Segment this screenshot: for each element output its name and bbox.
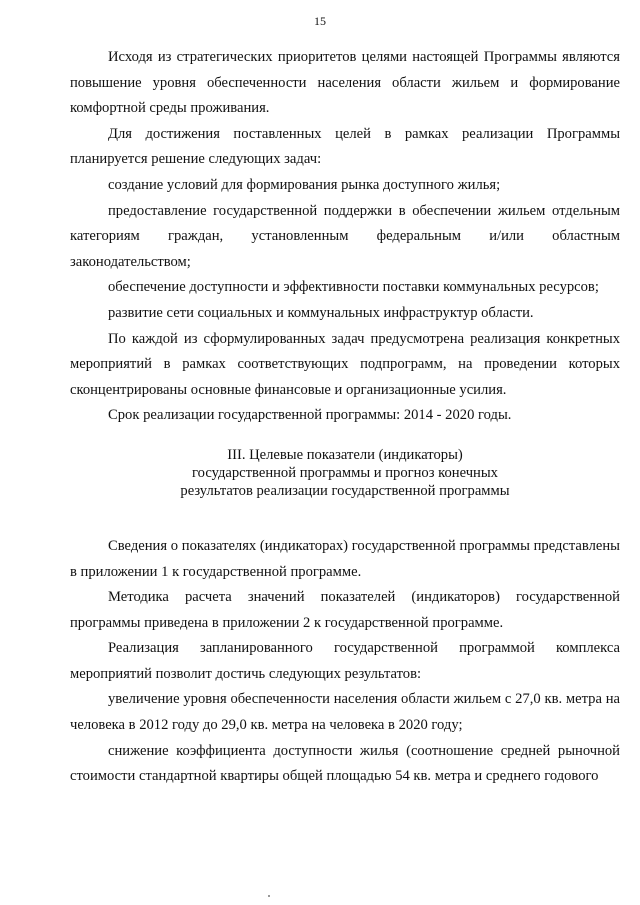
list-item-result-1: увеличение уровня обеспеченности населения области жильем с 27,0 кв. метра на человека в 2012 году до 29,0 кв. метра на человека в 2020 году; (70, 691, 620, 734)
section-heading-line-3: результатов реализации государственной программы (180, 482, 510, 499)
section-heading-line-2: государственной программы и прогноз конечных (192, 464, 498, 481)
page-number: 15 (314, 14, 326, 28)
paragraph-goals: Исходя из стратегических приоритетов целями настоящей Программы являются повышение уровня обеспеченности населения области жильем и формирование комфортной среды проживания. (70, 49, 620, 117)
list-item-task-4: развитие сети социальных и коммунальных инфраструктур области. (108, 304, 534, 321)
paragraph-tasks-intro: Для достижения поставленных целей в рамках реализации Программы планируется решение следующих задач: (70, 125, 620, 168)
list-item-task-1: создание условий для формирования рынка доступного жилья; (108, 176, 501, 193)
paragraph-term: Срок реализации государственной программы: 2014 - 2020 годы. (108, 407, 512, 424)
scan-speck (268, 895, 270, 897)
section-heading-line-1: III. Целевые показатели (индикаторы) (227, 446, 463, 463)
list-item-task-2: предоставление государственной поддержки в обеспечении жильем отдельным категориям граждан, установленным федеральным и/или областным законодательством; (70, 202, 620, 270)
paragraph-measures: По каждой из сформулированных задач предусмотрена реализация конкретных мероприятий в рамках соответствующих подпрограмм, на проведении которых сконцентрированы основные финансовые и организационные усилия. (70, 330, 620, 398)
list-item-result-2: снижение коэффициента доступности жилья (соотношение средней рыночной стоимости стандартной квартиры общей площадью 54 кв. метра и среднего годового (70, 742, 620, 785)
paragraph-methodology: Методика расчета значений показателей (индикаторов) государственной программы приведена в приложении 2 к государственной программе. (70, 589, 620, 631)
paragraph-results-intro: Реализация запланированного государственной программой комплекса мероприятий позволит достичь следующих результатов: (70, 640, 620, 682)
document-body (70, 45, 620, 790)
paragraph-indicators: Сведения о показателях (индикаторах) государственной программы представлены в приложении 1 к государственной программе. (70, 537, 620, 580)
section-heading (70, 446, 620, 500)
list-item-task-3: обеспечение доступности и эффективности поставки коммунальных ресурсов; (108, 279, 599, 296)
